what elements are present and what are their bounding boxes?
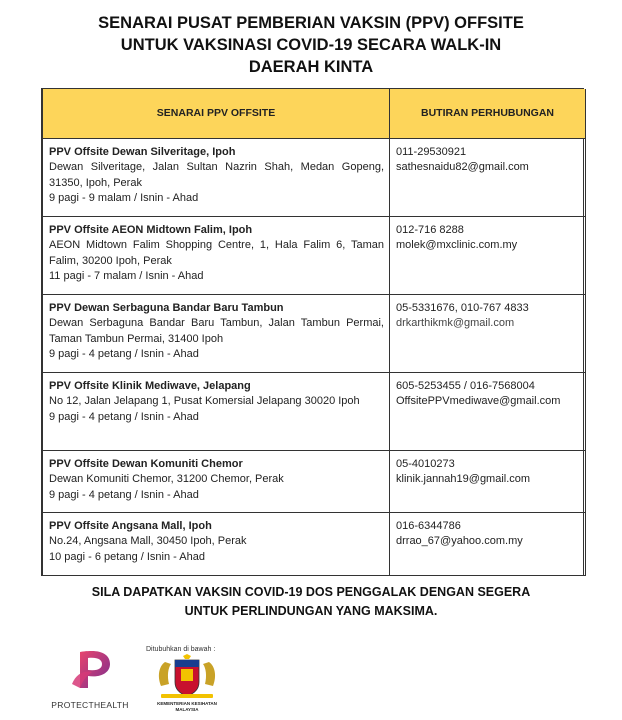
location-name: PPV Offsite Klinik Mediwave, Jelapang [49, 379, 251, 392]
contact-phone: 605-5253455 / 016-7568004 [396, 379, 535, 392]
ppv-table [42, 89, 586, 576]
table-row [43, 138, 586, 216]
contact-email: drkarthikmk@gmail.com [396, 317, 515, 330]
location-hours: 11 pagi - 7 malam / Isnin - Ahad [49, 270, 204, 283]
table-row [43, 372, 586, 450]
location-name: PPV Offsite Dewan Silveritage, Ipoh [49, 145, 236, 158]
kkm-line-1: KEMENTERIAN KESIHATAN [157, 701, 217, 706]
location-name: PPV Dewan Serbaguna Bandar Baru Tambun [49, 301, 284, 314]
contact-email: sathesnaidu82@gmail.com [396, 161, 529, 174]
contact-email: molek@mxclinic.com.my [396, 239, 518, 252]
document-title [0, 12, 622, 78]
contact-email: drrao_67@yahoo.com.my [396, 535, 523, 548]
location-cell [43, 450, 390, 512]
header-ppv-list: SENARAI PPV OFFSITE [43, 89, 390, 138]
location-hours: 10 pagi - 6 petang / Isnin - Ahad [49, 550, 205, 563]
location-cell [43, 372, 390, 450]
table-row [43, 512, 586, 575]
kkm-line-2: MALAYSIA [175, 706, 199, 712]
location-cell [43, 512, 390, 575]
contact-cell [390, 138, 586, 216]
location-cell [43, 294, 390, 372]
booster-notice-line-1: SILA DAPATKAN VAKSIN COVID-19 DOS PENGGALAK DENGAN SEGERA [91, 585, 531, 599]
contact-cell [390, 216, 586, 294]
title-line-1: SENARAI PUSAT PEMBERIAN VAKSIN (PPV) OFFSITE [98, 14, 524, 32]
booster-notice [0, 583, 622, 621]
location-address: AEON Midtown Falim Shopping Centre, 1, Hala Falim 6, Taman Falim, 30200 Ipoh, Perak [49, 239, 384, 267]
malaysia-coat-of-arms-icon [151, 654, 223, 700]
header-contact-details: BUTIRAN PERHUBUNGAN [390, 89, 586, 138]
location-address: Dewan Silveritage, Jalan Sultan Nazrin Shah, Medan Gopeng, 31350, Ipoh, Perak [49, 161, 384, 189]
location-hours: 9 pagi - 4 petang / Isnin - Ahad [49, 488, 199, 501]
ministry-of-health-label [140, 701, 234, 712]
established-under-label: Ditubuhkan di bawah : [146, 646, 216, 653]
location-cell [43, 216, 390, 294]
contact-phone: 012-716 8288 [396, 223, 464, 236]
ppv-table-container [41, 88, 584, 576]
table-header-row [43, 89, 586, 138]
location-address: Dewan Komuniti Chemor, 31200 Chemor, Perak [49, 473, 284, 486]
contact-phone: 016-6344786 [396, 519, 461, 532]
title-line-2: UNTUK VAKSINASI COVID-19 SECARA WALK-IN [120, 36, 502, 54]
contact-cell [390, 294, 586, 372]
location-address: No 12, Jalan Jelapang 1, Pusat Komersial Jelapang 30020 Ipoh [49, 395, 360, 408]
contact-email: OffsitePPVmediwave@gmail.com [396, 395, 561, 408]
booster-notice-line-2: UNTUK PERLINDUNGAN YANG MAKSIMA. [184, 604, 438, 618]
protecthealth-logo-icon [62, 648, 122, 692]
contact-phone: 05-5331676, 010-767 4833 [396, 301, 529, 314]
table-row [43, 216, 586, 294]
location-name: PPV Offsite AEON Midtown Falim, Ipoh [49, 223, 253, 236]
protecthealth-wordmark: PROTECTHEALTH [51, 700, 129, 710]
title-line-3: DAERAH KINTA [248, 58, 374, 76]
location-name: PPV Offsite Angsana Mall, Ipoh [49, 519, 212, 532]
table-row [43, 450, 586, 512]
location-hours: 9 pagi - 4 petang / Isnin - Ahad [49, 348, 199, 361]
location-address: Dewan Serbaguna Bandar Baru Tambun, Jalan Tambun Permai, Taman Tambun Permai, 31400 Ipoh [49, 317, 384, 345]
contact-cell [390, 372, 586, 450]
contact-cell [390, 450, 586, 512]
contact-email: klinik.jannah19@gmail.com [396, 473, 531, 486]
location-name: PPV Offsite Dewan Komuniti Chemor [49, 457, 243, 470]
contact-phone: 05-4010273 [396, 457, 455, 470]
contact-cell [390, 512, 586, 575]
location-address: No.24, Angsana Mall, 30450 Ipoh, Perak [49, 535, 247, 548]
location-hours: 9 pagi - 4 petang / Isnin - Ahad [49, 410, 199, 423]
contact-phone: 011-29530921 [396, 145, 467, 158]
location-hours: 9 pagi - 9 malam / Isnin - Ahad [49, 192, 199, 205]
location-cell [43, 138, 390, 216]
table-row [43, 294, 586, 372]
